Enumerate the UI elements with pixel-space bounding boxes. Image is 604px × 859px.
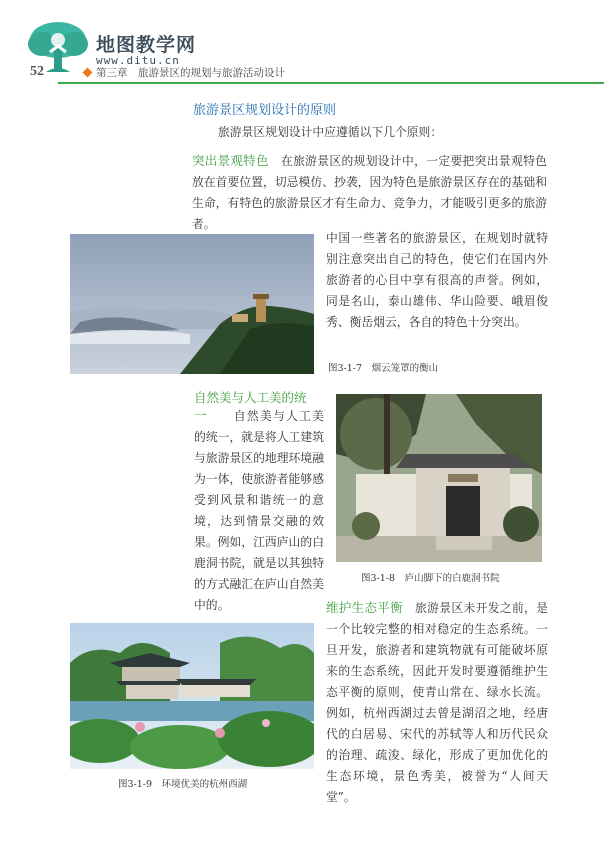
figure-2-number: 图3-1-8 — [361, 573, 396, 584]
principle-3-title: 维护生态平衡 — [326, 600, 403, 615]
figure-2-caption — [361, 570, 500, 584]
figure-1-caption — [328, 360, 438, 374]
principle-1-paragraph — [192, 150, 547, 235]
header-divider — [58, 82, 604, 84]
figure-3-text: 环境优美的杭州西湖 — [161, 779, 248, 790]
figure-1-text: 烟云笼罩的衡山 — [371, 363, 439, 374]
principle-3-paragraph — [326, 597, 548, 808]
principle-1-text-b: 中国一些著名的旅游景区，在规划时就特别注意突出自己的特色，使它们在国内外旅游者的心目中享有很高的声誉。例如，同是名山，泰山雄伟、华山险要、峨眉俊秀、衡岳烟云，各自的特色十分突出。 — [326, 231, 548, 329]
photo-bailudong-academy — [336, 394, 542, 562]
figure-3-number: 图3-1-9 — [118, 779, 153, 790]
figure-1-number: 图3-1-7 — [328, 363, 363, 374]
principle-2-title-end: 一 — [194, 408, 208, 423]
figure-2-text: 庐山脚下的白鹿洞书院 — [404, 573, 500, 584]
principle-2-title: 自然美与人工美的统 — [194, 390, 307, 405]
principle-1-title: 突出景观特色 — [192, 153, 269, 168]
chapter-title: 第三章 旅游景区的规划与旅游活动设计 — [96, 67, 285, 79]
principle-2-text-b: 的统一，就是将人工建筑与旅游景区的地理环境融为一体，使旅游者能够感受到风景和谐统一的意境，达到情景交融的效果。例如，江西庐山的白鹿洞书院，就是以其独特的方式融汇在庐山自然美中的。 — [194, 430, 324, 612]
principle-1-text-a: 在旅游景区的规划设计中，一定要把突出景观特色放在首要位置，切忌模仿、抄袭，因为特色是旅游景区存在的基础和生命，有特色的旅游景区才有生命力、竞争力，才能吸引更多的旅游者。 — [192, 154, 547, 231]
photo-hengshan — [70, 234, 314, 374]
photo-hangzhou-west-lake — [70, 623, 314, 769]
page-number: 52 — [30, 64, 44, 79]
principle-2-text-a: 自然美与人工美 — [233, 409, 324, 423]
principle-2-paragraph — [194, 405, 324, 616]
site-name: 地图教学网 — [96, 34, 197, 56]
site-url: www.ditu.cn — [96, 54, 180, 67]
principle-3-text-a: 旅游景区未开发之前，是一个比较完整的相对稳定的生态系统。一旦开发，旅游者和建筑物就有可能破坏原来的生态系统，因此开发时要遵循维护生态平衡的原则，使青山常在、绿水长流。例如，杭州西湖过去曾是湖沼之地，经唐代的白居易、宋代的苏轼等人和历代民众的治理、疏浚、绿化，形成了更加优化的生态环境，景色秀美，被誉为“人间天堂”。 — [326, 601, 548, 804]
figure-3-caption — [118, 776, 247, 790]
section-title: 旅游景区规划设计的原则 — [193, 103, 337, 118]
intro-text: 旅游景区规划设计中应遵循以下几个原则： — [218, 125, 443, 139]
